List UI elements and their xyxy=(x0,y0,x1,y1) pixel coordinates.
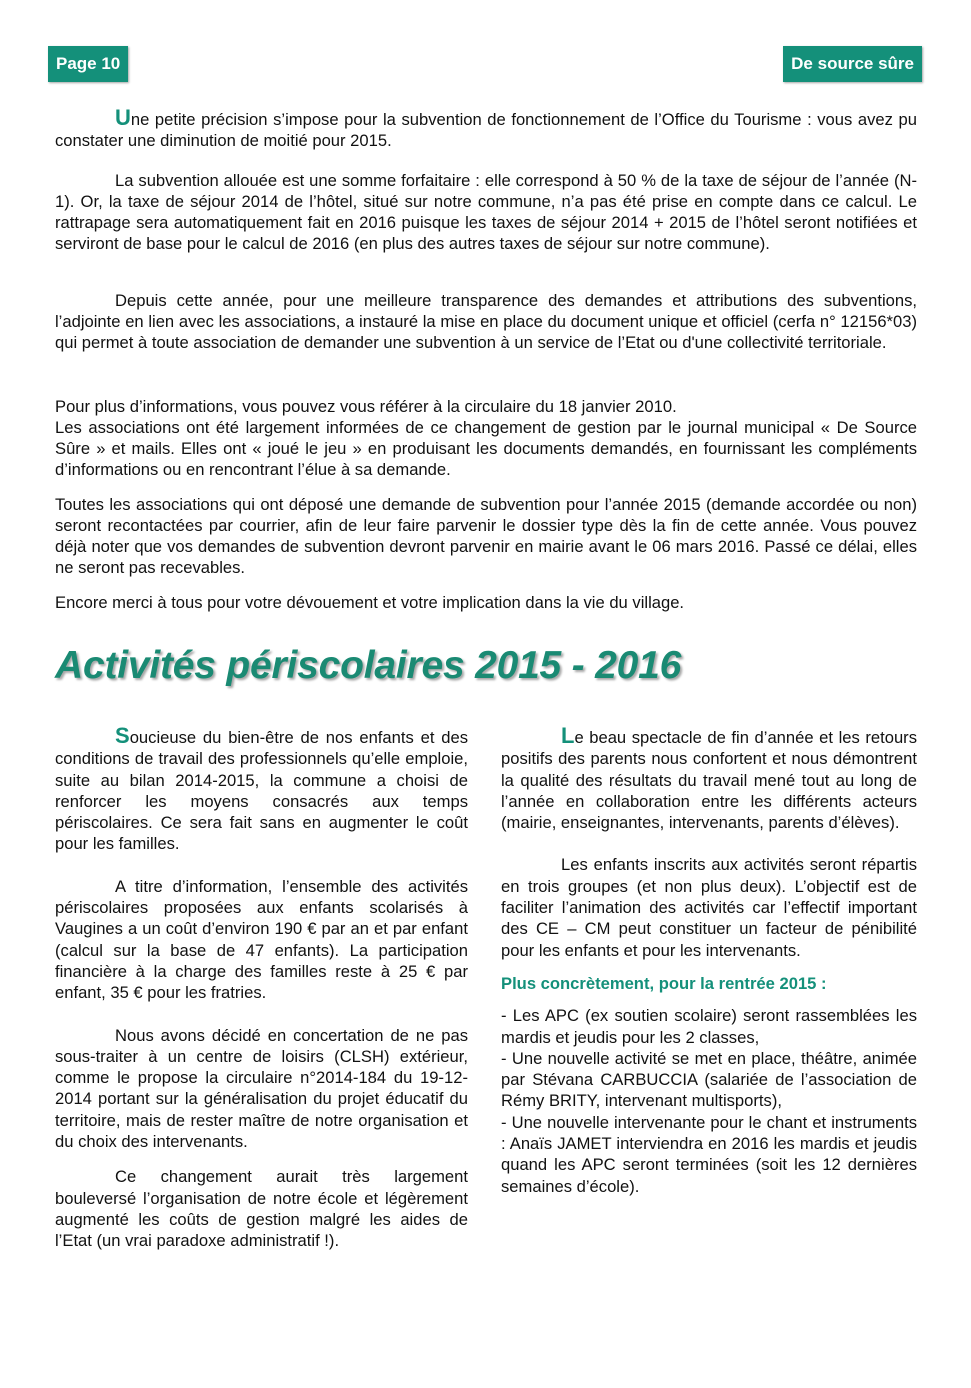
intro-paragraph-1-text: ne petite précision s’impose pour la subvention de fonctionnement de l’Office du Tourisme : vous avez pu constater une diminution de moitié pour 2015. xyxy=(55,110,917,150)
left-paragraph-1-text: oucieuse du bien-être de nos enfants et des conditions de travail des professionnels qu’elle emploie, suite au bilan 2014-2015, la commune a choisi de renforcer les moyens consacrés aux temps périscolaires. Ce sera fait sans en augmenter le coût pour les familles. xyxy=(55,728,468,854)
right-subheading: Plus concrètement, pour la rentrée 2015 : xyxy=(501,973,827,993)
left-paragraph-2: A titre d’information, l’ensemble des activités périscolaires proposées aux enfants scolarisés à Vaugines a un coût d’environ 190 € par an et par enfant (calcul sur la base de 47 enfants). La participation financière à la charge des familles reste à 25 € par enfant, 35 € pour les fratries. xyxy=(55,876,468,1003)
intro-paragraph-1 xyxy=(55,107,917,151)
left-column xyxy=(55,725,468,1252)
list-item: - Les APC (ex soutien scolaire) seront rassemblées les mardis et jeudis pour les 2 classes, xyxy=(501,1006,917,1047)
intro-paragraph-4: Pour plus d’informations, vous pouvez vous référer à la circulaire du 18 janvier 2010. xyxy=(55,397,677,416)
list-item: - Une nouvelle intervenante pour le chant et instruments : Anaïs JAMET interviendra en 2016 les mardis et jeudis quand les APC seront terminées (soit les 12 dernières semaines d’école). xyxy=(501,1112,917,1196)
intro-paragraph-5: Les associations ont été largement informées de ce changement de gestion par le journal municipal « De Source Sûre » et mails. Elles ont « joué le jeu » en produisant les documents demandés, en fournissant les compléments d’informations ou en rencontrant l’élue à sa demande. xyxy=(55,418,917,479)
left-paragraph-4: Ce changement aurait très largement bouleversé l’organisation de notre école et légèrement augmenté les coûts de gestion malgré les aides de l’Etat (un vrai paradoxe administratif !). xyxy=(55,1167,468,1251)
right-paragraph-1-text: e beau spectacle de fin d’année et les retours positifs des parents nous confortent et nous démontrent la qualité des résultats du travail mené tout au long de l’année en collaboration entre les différents acteurs (mairie, enseignantes, intervenants, parents d’élèves). xyxy=(501,728,917,833)
publication-badge: De source sûre xyxy=(783,46,922,82)
right-paragraph-1 xyxy=(501,725,917,833)
left-paragraph-3: Nous avons décidé en concertation de ne pas sous-traiter à un centre de loisirs (CLSH) extérieur, comme le propose la circulaire n°2014-184 du 19-12-2014 portant sur la généralisation du projet éducatif du territoire, mais de rester maître de notre organisation et du choix des intervenants. xyxy=(55,1025,468,1152)
intro-paragraph-6: Toutes les associations qui ont déposé une demande de subvention pour l’année 2015 (demande accordée ou non) seront recontactées par courrier, afin de leur faire parvenir le dossier type dès la fin de cette année. Vous pouvez déjà noter que vos demandes de subvention devront parvenir en mairie avant le 06 mars 2016. Passé ce délai, elles ne seront pas recevables. xyxy=(55,495,917,577)
section-title: Activités périscolaires 2015 - 2016 xyxy=(55,644,682,687)
dropcap-s: S xyxy=(115,723,130,748)
dropcap-u: U xyxy=(115,105,131,130)
right-paragraph-2: Les enfants inscrits aux activités seront répartis en trois groupes (et non plus deux). L’objectif est de faciliter l’animation des activités car l’effectif important des CE – CM peut constituer un facteur de pénibilité pour les enfants et pour les intervenants. xyxy=(501,855,917,960)
left-paragraph-1 xyxy=(55,725,468,855)
intro-paragraph-7: Encore merci à tous pour votre dévouement et votre implication dans la vie du village. xyxy=(55,593,685,612)
list-item: - Une nouvelle activité se met en place, théâtre, animée par Stévana CARBUCCIA (salariée de l’association de Rémy BRITY, intervenant multisports), xyxy=(501,1048,917,1111)
intro-paragraph-3: Depuis cette année, pour une meilleure transparence des demandes et attributions des subventions, l’adjointe en lien avec les associations, a instauré la mise en place du document unique et officiel (cerfa n° 12156*03) qui permet à toute association de demander une subvention à un service de l’Etat ou d'une collectivité territoriale. xyxy=(55,291,917,352)
page-number-badge: Page 10 xyxy=(48,46,128,82)
intro-paragraph-2: La subvention allouée est une somme forfaitaire : elle correspond à 50 % de la taxe de séjour de l’année (N-1). Or, la taxe de séjour 2014 de l’hôtel, situé sur notre commune, n’a pas été prise en compte dans ce calcul. Le rattrapage sera automatiquement fait en 2016 puisque les taxes de séjour 2014 + 2015 de l’hôtel seront notifiées et serviront de base pour le calcul de 2016 (en plus des autres taxes de séjour sur notre commune). xyxy=(55,171,917,253)
right-column xyxy=(501,725,917,1197)
dropcap-l: L xyxy=(561,723,575,748)
